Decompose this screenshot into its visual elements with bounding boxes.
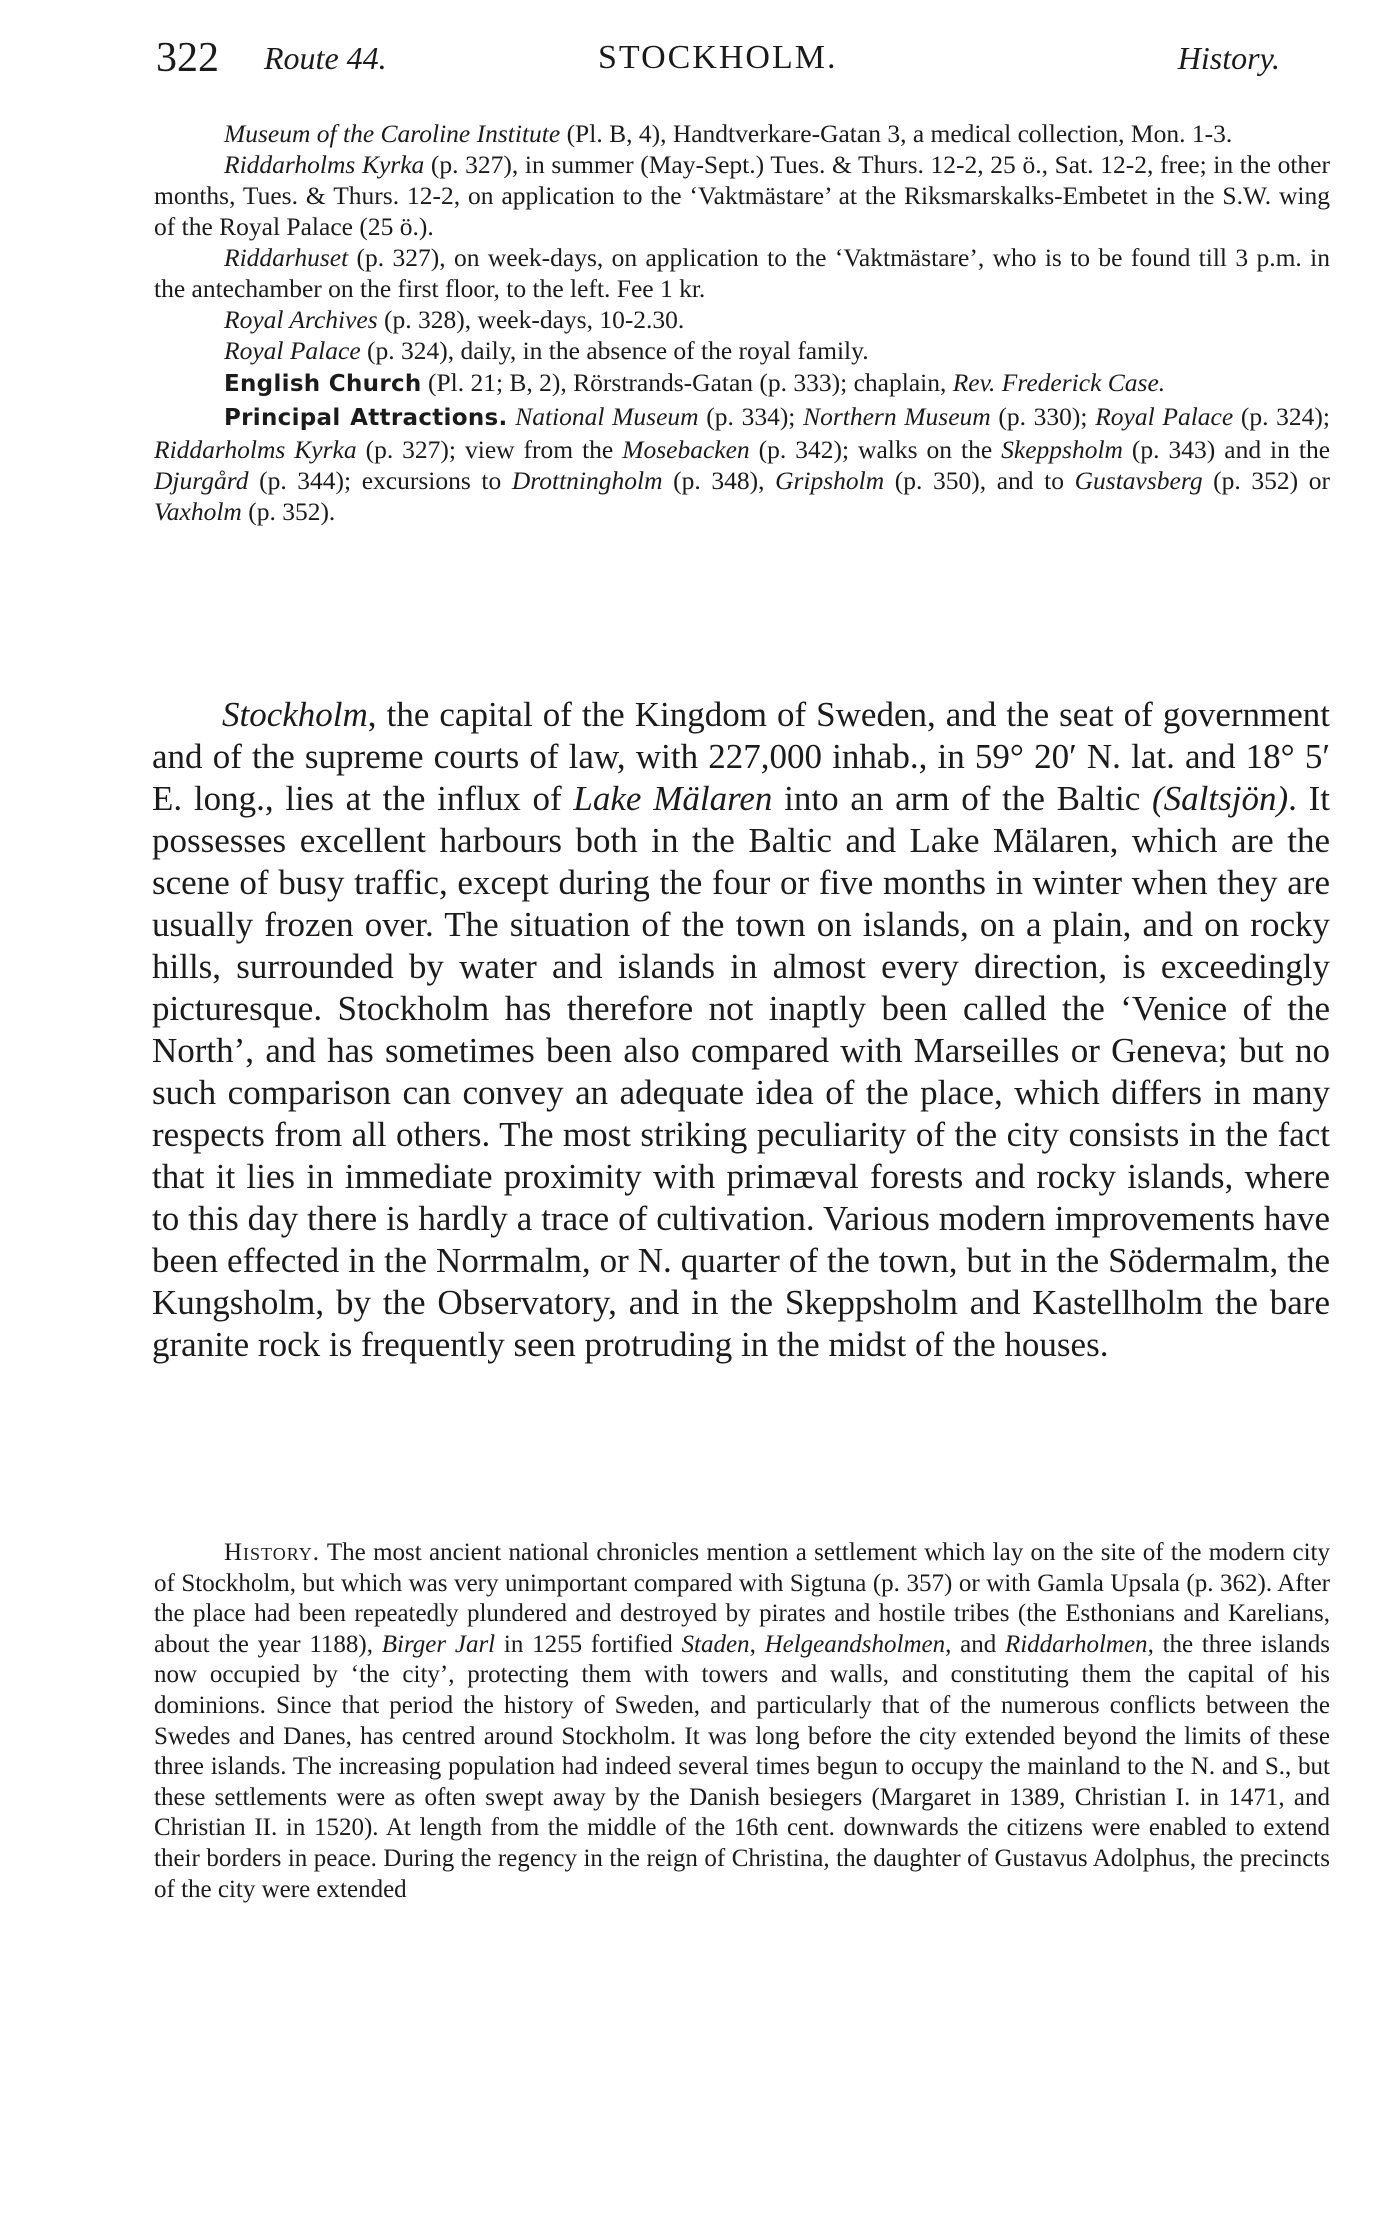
italic-text-run: Riddarholms Kyrka bbox=[154, 435, 357, 464]
listing-entry bbox=[154, 335, 1330, 366]
italic-text-run: Lake Mälaren bbox=[573, 779, 773, 818]
intro-paragraph-block bbox=[152, 694, 1330, 1366]
listing-text: (p. 328), week-days, 10-2.30. bbox=[377, 305, 685, 334]
italic-text-run: Staden bbox=[681, 1630, 750, 1658]
text-run: (p. 350), and to bbox=[884, 466, 1075, 495]
text-run: in 1255 fortified bbox=[495, 1630, 682, 1658]
italic-text-run: Royal Palace bbox=[1095, 402, 1234, 431]
text-run: (p. 352). bbox=[241, 497, 336, 526]
italic-text-run: Northern Museum bbox=[803, 402, 991, 431]
history-paragraph bbox=[154, 1538, 1330, 1905]
english-church-entry bbox=[154, 367, 1330, 400]
page-number: 322 bbox=[156, 35, 219, 81]
visiting-hours-list bbox=[154, 118, 1330, 527]
italic-text-run: Mosebacken bbox=[622, 435, 750, 464]
listing-lead: Royal Archives bbox=[224, 305, 378, 334]
attractions-lead: Principal Attractions. bbox=[224, 405, 508, 431]
italic-text-run: Djurgård bbox=[154, 466, 249, 495]
history-text bbox=[154, 1539, 1330, 1903]
text-run: , the capital of the Kingdom of Sweden, and the seat of government and of the supreme courts of law, with 227,000 inhab., in 59° 20′ N. lat. and 18° 5′ E. long., lies at the influx of bbox=[152, 695, 1330, 818]
english-church-chaplain: Rev. Frederick Case. bbox=[952, 368, 1166, 397]
italic-text-run: Helgeandsholmen bbox=[764, 1630, 946, 1658]
section-label: History. bbox=[1177, 40, 1280, 76]
page-title: STOCKHOLM. bbox=[598, 39, 838, 76]
italic-text-run: Drottningholm bbox=[511, 466, 663, 495]
text-run: (p. 352) or bbox=[1202, 466, 1331, 495]
text-run: (p. 343) and in the bbox=[1122, 435, 1331, 464]
text-run: , and bbox=[945, 1630, 1005, 1658]
italic-text-run: Birger Jarl bbox=[381, 1630, 496, 1658]
text-run: (p. 344); excursions to bbox=[248, 466, 512, 495]
text-run: , the three islands now occupied by ‘the city’, protecting them with towers and walls, and constituting them the capital of his dominions. Since that period the history of Sweden, and particularly that of the numerous conflicts between the Swedes and Danes, has centred around Stockholm. It was long before the city extended beyond the limits of these three islands. The increasing population had indeed several times begun to occupy the mainland to the N. and S., but these settlements were as often swept away by the Danish besiegers (Margaret in 1389, Christian I. in 1471, and Christian II. in 1520). At length from the middle of the 16th cent. downwards the citizens were enabled to extend their borders in peace. During the regency in the reign of Christina, the daughter of Gustavus Adolphus, the precincts of the city were extended bbox=[154, 1630, 1331, 1903]
italic-text-run: (Saltsjön) bbox=[1152, 779, 1289, 818]
listing-lead: Royal Palace bbox=[224, 336, 361, 365]
listing-entry bbox=[154, 149, 1330, 242]
english-church-text: (Pl. 21; B, 2), Rörstrands-Gatan (p. 333); chaplain, bbox=[421, 368, 953, 397]
text-run: (p. 330); bbox=[990, 402, 1096, 431]
intro-paragraph bbox=[152, 694, 1330, 1366]
listing-text: (p. 327), in summer (May-Sept.) Tues. & Thurs. 12-2, 25 ö., Sat. 12-2, free; in the other months, Tues. & Thurs. 12-2, on application to the ‘Vaktmästare’ at the Riksmarskalks-Embetet in the S.W. wing of the Royal Palace (25 ö.). bbox=[154, 150, 1330, 241]
text-run: (p. 334); bbox=[698, 402, 804, 431]
italic-text-run: Riddarholmen bbox=[1004, 1630, 1148, 1658]
italic-text-run: Vaxholm bbox=[154, 497, 242, 526]
listing-text: (Pl. B, 4), Handtverkare-Gatan 3, a medical collection, Mon. 1-3. bbox=[560, 119, 1233, 148]
text-run: . It possesses excellent harbours both in the Baltic and Lake Mälaren, which are the scene of busy traffic, except during the four or five months in winter when they are usually frozen over. The situation of the town on islands, on a plain, and on rocky hills, surrounded by water and islands in almost every direction, is exceedingly picturesque. Stockholm has therefore not inaptly been called the ‘Venice of the North’, and has sometimes been also compared with Marseilles or Geneva; but no such comparison can convey an adequate idea of the place, which differs in many respects from all others. The most striking peculiarity of the city consists in the fact that it lies in immediate proximity with primæval forests and rocky islands, where to this day there is hardly a trace of cultivation. Various modern improvements have been effected in the Norrmalm, or N. quarter of the town, but in the Södermalm, the Kungsholm, by the Observatory, and in the Skeppsholm and Kastellholm the bare granite rock is frequently seen protruding in the midst of the houses. bbox=[152, 779, 1330, 1364]
italic-text-run: Skeppsholm bbox=[1001, 435, 1123, 464]
english-church-lead: English Church bbox=[224, 371, 422, 397]
route-label: Route 44. bbox=[264, 40, 387, 76]
text-run: (p. 348), bbox=[662, 466, 776, 495]
italic-text-run: Gustavsberg bbox=[1074, 466, 1203, 495]
principal-attractions bbox=[154, 401, 1330, 527]
text-run: (p. 342); walks on the bbox=[749, 435, 1002, 464]
listing-lead: Museum of the Caroline Institute bbox=[224, 119, 561, 148]
listing-lead: Riddarholms Kyrka bbox=[224, 150, 425, 179]
italic-text-run: Gripsholm bbox=[775, 466, 885, 495]
running-header bbox=[156, 28, 1280, 88]
history-lead: History. bbox=[224, 1539, 320, 1566]
listing-entry bbox=[154, 304, 1330, 335]
text-run: (p. 327); view from the bbox=[356, 435, 623, 464]
text-run: (p. 324); bbox=[1233, 402, 1330, 431]
listing-text: (p. 324), daily, in the absence of the royal family. bbox=[360, 336, 869, 365]
listing-entry bbox=[154, 118, 1330, 149]
text-run: into an arm of the Baltic bbox=[772, 779, 1153, 818]
history-section bbox=[154, 1538, 1330, 1905]
listing-lead: Riddarhuset bbox=[224, 243, 349, 272]
italic-text-run: Stockholm bbox=[222, 695, 368, 734]
italic-text-run: National Museum bbox=[515, 402, 699, 431]
text-run: , bbox=[749, 1630, 765, 1658]
listing-entry bbox=[154, 242, 1330, 304]
text-run: The most ancient national chronicles mention a settlement which lay on the site of the modern city of Stockholm, but which was very unimportant compared with Sigtuna (p. 357) or with Gamla Upsala (p. 362). After the place had been repeatedly plundered and destroyed by pirates and hostile tribes (the Esthonians and Karelians, about the year 1188), bbox=[154, 1539, 1330, 1658]
listing-text: (p. 327), on week-days, on application to the ‘Vaktmästare’, who is to be found till 3 p.m. in the antechamber on the first floor, to the left. Fee 1 kr. bbox=[154, 243, 1330, 303]
